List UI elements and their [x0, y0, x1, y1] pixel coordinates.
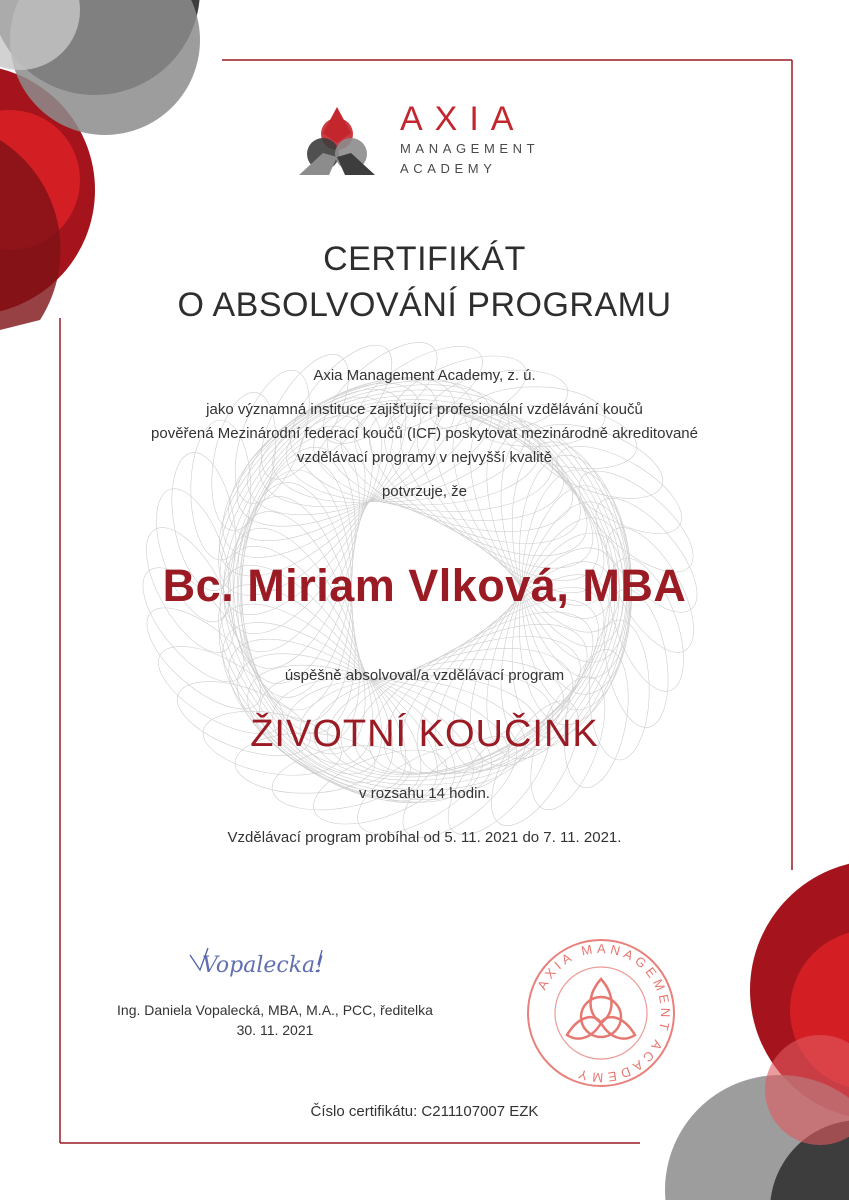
axia-logo-icon	[299, 107, 375, 175]
certificate-number: Číslo certifikátu: C211107007 EZK	[310, 1103, 539, 1120]
logo-line1: MANAGEMENT	[400, 141, 540, 156]
bottom-right-decoration	[665, 860, 849, 1200]
recipient-name: Bc. Miriam Vlková, MBA	[162, 560, 687, 611]
stamp	[528, 940, 674, 1086]
confirms-text: potvrzuje, že	[381, 483, 468, 500]
issuer-description-3: vzdělávací programy v nejvyšší kvalitě	[296, 449, 553, 466]
signature-handwritten: Vopalecka!	[202, 953, 324, 978]
svg-text:AXIA MANAGEMENT ACADEMY: AXIA MANAGEMENT ACADEMY	[534, 940, 674, 1086]
program-name: ŽIVOTNÍ KOUČINK	[250, 713, 599, 755]
logo	[400, 100, 539, 179]
issuer-description-1: jako významná instituce zajišťující profesionální vzdělávání koučů	[206, 401, 643, 418]
signature-date: 30. 11. 2021	[236, 1022, 314, 1038]
logo-line2: ACADEMY	[400, 161, 497, 176]
completed-text: úspěšně absolvoval/a vzdělávací program	[284, 667, 565, 684]
issuer-name: Axia Management Academy, z. ú.	[313, 367, 536, 384]
logo-word: AXIA	[400, 100, 526, 138]
program-dates: Vzdělávací program probíhal od 5. 11. 2021 do 7. 11. 2021.	[227, 829, 622, 846]
certificate-title-line2: O ABSOLVOVÁNÍ PROGRAMU	[177, 286, 672, 324]
issuer-description-2: pověřená Mezinárodní federací koučů (ICF) poskytovat mezinárodně akreditované	[151, 425, 698, 442]
signer-name: Ing. Daniela Vopalecká, MBA, M.A., PCC, ředitelka	[117, 1002, 433, 1018]
certificate-title-line1: CERTIFIKÁT	[323, 240, 526, 278]
program-scope: v rozsahu 14 hodin.	[359, 785, 490, 802]
